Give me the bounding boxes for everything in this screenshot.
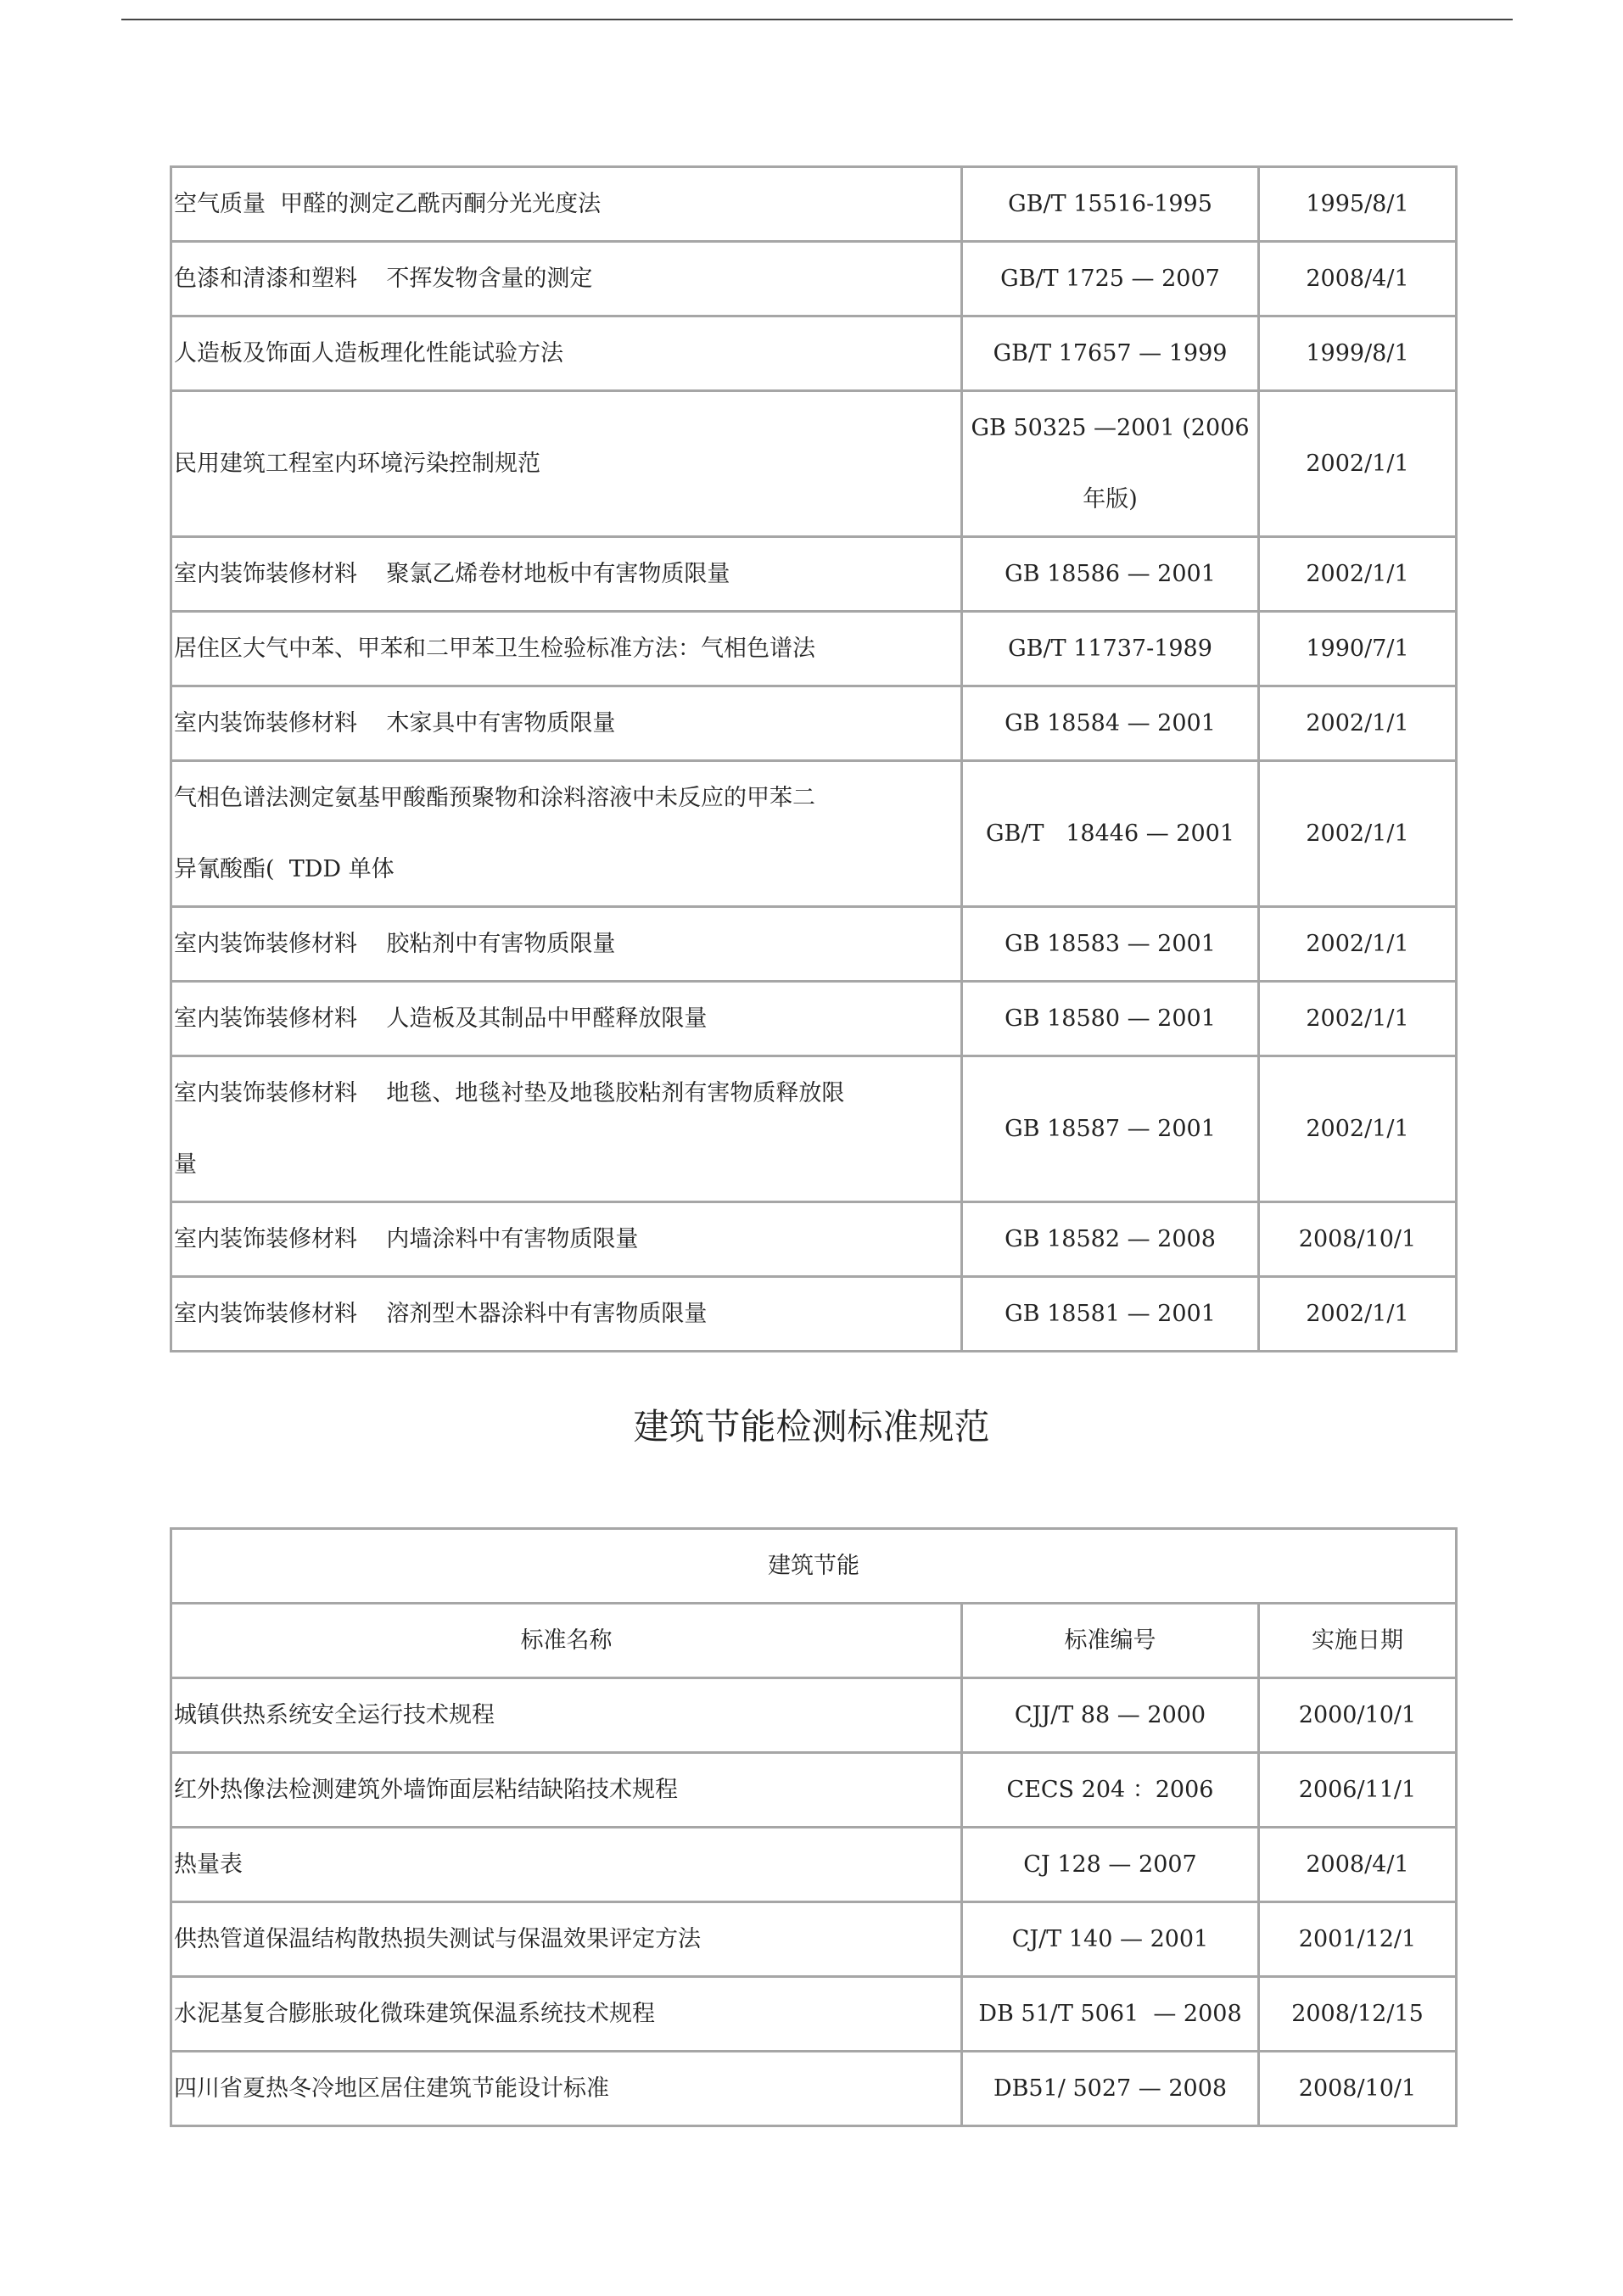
table-body <box>171 167 1457 1352</box>
standard-code-cell: CECS 204 ：2006 <box>962 1753 1259 1828</box>
effective-date-cell: 2002/1/1 <box>1259 907 1457 982</box>
effective-date-cell: 2008/10/1 <box>1259 2052 1457 2126</box>
table-caption: 建筑节能 <box>171 1529 1457 1604</box>
standard-code-cell: GB/T 18446 — 2001 <box>962 761 1259 907</box>
effective-date-cell: 2008/4/1 <box>1259 1828 1457 1902</box>
header-name: 标准名称 <box>171 1604 962 1678</box>
effective-date-cell: 2002/1/1 <box>1259 761 1457 907</box>
standard-code-cell: GB 18582 — 2008 <box>962 1202 1259 1277</box>
standard-name-cell: 空气质量 甲醛的测定乙酰丙酮分光光度法 <box>171 167 962 242</box>
standard-code-cell: CJJ/T 88 — 2000 <box>962 1678 1259 1753</box>
table-row <box>171 1277 1457 1352</box>
effective-date-cell: 2002/1/1 <box>1259 982 1457 1056</box>
standards-table-energy <box>170 1527 1458 2127</box>
standard-name-cell: 供热管道保温结构散热损失测试与保温效果评定方法 <box>171 1902 962 1977</box>
table-row <box>171 907 1457 982</box>
standard-name-cell: 居住区大气中苯、甲苯和二甲苯卫生检验标准方法：气相色谱法 <box>171 612 962 686</box>
table-row <box>171 1678 1457 1753</box>
standard-name-cell: 室内装饰装修材料 人造板及其制品中甲醛释放限量 <box>171 982 962 1056</box>
table-row <box>171 316 1457 391</box>
effective-date-cell: 2002/1/1 <box>1259 537 1457 612</box>
table-row <box>171 1902 1457 1977</box>
standard-code-cell: GB 50325 —2001 (2006 年版) <box>962 391 1259 537</box>
effective-date-cell: 2002/1/1 <box>1259 1056 1457 1202</box>
standard-code-cell: GB/T 11737-1989 <box>962 612 1259 686</box>
table-row <box>171 982 1457 1056</box>
standard-name-cell: 室内装饰装修材料 胶粘剂中有害物质限量 <box>171 907 962 982</box>
standard-code-cell: GB 18587 — 2001 <box>962 1056 1259 1202</box>
table-row <box>171 1202 1457 1277</box>
section-title: 建筑节能检测标准规范 <box>633 1406 990 1448</box>
table-row <box>171 761 1457 907</box>
table-row <box>171 391 1457 537</box>
table-row <box>171 242 1457 316</box>
standard-name-cell: 室内装饰装修材料 内墙涂料中有害物质限量 <box>171 1202 962 1277</box>
effective-date-cell: 2008/10/1 <box>1259 1202 1457 1277</box>
standard-name-cell: 城镇供热系统安全运行技术规程 <box>171 1678 962 1753</box>
standard-code-cell: DB 51/T 5061 — 2008 <box>962 1977 1259 2052</box>
standard-code-cell: DB51/ 5027 — 2008 <box>962 2052 1259 2126</box>
effective-date-cell: 1995/8/1 <box>1259 167 1457 242</box>
effective-date-cell: 2008/12/15 <box>1259 1977 1457 2052</box>
standard-code-cell: GB 18583 — 2001 <box>962 907 1259 982</box>
standard-code-cell: GB/T 17657 — 1999 <box>962 316 1259 391</box>
standard-code-cell: GB/T 15516-1995 <box>962 167 1259 242</box>
effective-date-cell: 2006/11/1 <box>1259 1753 1457 1828</box>
effective-date-cell: 2002/1/1 <box>1259 1277 1457 1352</box>
header-date: 实施日期 <box>1259 1604 1457 1678</box>
effective-date-cell: 2002/1/1 <box>1259 686 1457 761</box>
table-row <box>171 1977 1457 2052</box>
standard-code-cell: GB 18581 — 2001 <box>962 1277 1259 1352</box>
effective-date-cell: 2002/1/1 <box>1259 391 1457 537</box>
table-row <box>171 1056 1457 1202</box>
standard-name-cell: 色漆和清漆和塑料 不挥发物含量的测定 <box>171 242 962 316</box>
caption-row <box>171 1529 1457 1604</box>
top-rule <box>121 19 1513 20</box>
table-row <box>171 167 1457 242</box>
standard-code-cell: GB 18586 — 2001 <box>962 537 1259 612</box>
table-row <box>171 1753 1457 1828</box>
standards-table-indoor <box>170 165 1458 1352</box>
effective-date-cell: 2001/12/1 <box>1259 1902 1457 1977</box>
table-row <box>171 2052 1457 2126</box>
standard-name-cell: 室内装饰装修材料 聚氯乙烯卷材地板中有害物质限量 <box>171 537 962 612</box>
header-row <box>171 1604 1457 1678</box>
table-row <box>171 686 1457 761</box>
standard-name-cell: 室内装饰装修材料 木家具中有害物质限量 <box>171 686 962 761</box>
header-code: 标准编号 <box>962 1604 1259 1678</box>
standard-name-cell: 室内装饰装修材料 溶剂型木器涂料中有害物质限量 <box>171 1277 962 1352</box>
standard-name-cell: 民用建筑工程室内环境污染控制规范 <box>171 391 962 537</box>
standard-code-cell: GB 18580 — 2001 <box>962 982 1259 1056</box>
effective-date-cell: 2000/10/1 <box>1259 1678 1457 1753</box>
standard-name-cell: 室内装饰装修材料 地毯、地毯衬垫及地毯胶粘剂有害物质释放限 量 <box>171 1056 962 1202</box>
standard-name-cell: 热量表 <box>171 1828 962 1902</box>
standard-name-cell: 水泥基复合膨胀玻化微珠建筑保温系统技术规程 <box>171 1977 962 2052</box>
effective-date-cell: 1999/8/1 <box>1259 316 1457 391</box>
table-body <box>171 1529 1457 2126</box>
standard-code-cell: CJ/T 140 — 2001 <box>962 1902 1259 1977</box>
table-row <box>171 1828 1457 1902</box>
table-row <box>171 537 1457 612</box>
table-row <box>171 612 1457 686</box>
standard-name-cell: 人造板及饰面人造板理化性能试验方法 <box>171 316 962 391</box>
standard-code-cell: CJ 128 — 2007 <box>962 1828 1259 1902</box>
effective-date-cell: 2008/4/1 <box>1259 242 1457 316</box>
standard-name-cell: 气相色谱法测定氨基甲酸酯预聚物和涂料溶液中未反应的甲苯二 异氰酸酯( TDD 单体 <box>171 761 962 907</box>
standard-code-cell: GB/T 1725 — 2007 <box>962 242 1259 316</box>
effective-date-cell: 1990/7/1 <box>1259 612 1457 686</box>
standard-code-cell: GB 18584 — 2001 <box>962 686 1259 761</box>
standard-name-cell: 四川省夏热冬冷地区居住建筑节能设计标准 <box>171 2052 962 2126</box>
standard-name-cell: 红外热像法检测建筑外墙饰面层粘结缺陷技术规程 <box>171 1753 962 1828</box>
